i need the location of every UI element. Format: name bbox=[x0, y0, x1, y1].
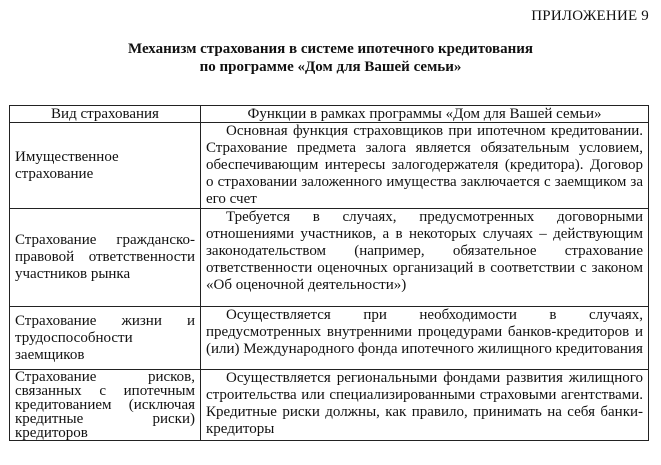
table-row bbox=[10, 123, 649, 209]
insurance-function-cell: Осуществляется при необходимости в случаях, предусмотренных внутренними процедурами банков-кредиторов и (или) Международного фонда ипотечного жилищного кредитования bbox=[201, 307, 649, 370]
insurance-kind-cell: Страхование жизни и трудоспособности заемщиков bbox=[10, 307, 201, 370]
insurance-kind-cell: Имущественное страхование bbox=[10, 123, 201, 209]
table-row bbox=[10, 209, 649, 307]
column-header-function: Функции в рамках программы «Дом для Вашей семьи» bbox=[201, 106, 649, 123]
insurance-function-cell: Требуется в случаях, предусмотренных договорными отношениями участников, а в некоторых случаях – действующим законодательством (например, обязательное страхование ответственности оценочных организаций в соответствии с законом «Об оценочной деятельности») bbox=[201, 209, 649, 307]
insurance-kind-cell: Страхование рисков, связанных с ипотечным кредитованием (исключая кредитные риски) кредиторов bbox=[10, 370, 201, 441]
document-title bbox=[0, 40, 661, 76]
table-row bbox=[10, 370, 649, 441]
insurance-kind-cell: Страхование гражданско-правовой ответственности участников рынка bbox=[10, 209, 201, 307]
table-header-row bbox=[10, 106, 649, 123]
appendix-label: ПРИЛОЖЕНИЕ 9 bbox=[531, 8, 649, 24]
insurance-function-cell: Осуществляется региональными фондами развития жилищного строительства или специализированными страховыми агентствами. Кредитные риски должны, как правило, принимать на себя банки-кредиторы bbox=[201, 370, 649, 441]
insurance-function-cell: Основная функция страховщиков при ипотечном кредитовании. Страхование предмета залога является обязательным условием, обеспечивающим интересы залогодержателя (кредитора). Договор о страховании заложенного имущества заключается с заемщиком за его счет bbox=[201, 123, 649, 209]
insurance-table bbox=[9, 105, 649, 441]
title-line-2: по программе «Дом для Вашей семьи» bbox=[199, 59, 462, 75]
title-line-1: Механизм страхования в системе ипотечного кредитования bbox=[127, 41, 533, 57]
column-header-kind: Вид страхования bbox=[10, 106, 201, 123]
table-row bbox=[10, 307, 649, 370]
